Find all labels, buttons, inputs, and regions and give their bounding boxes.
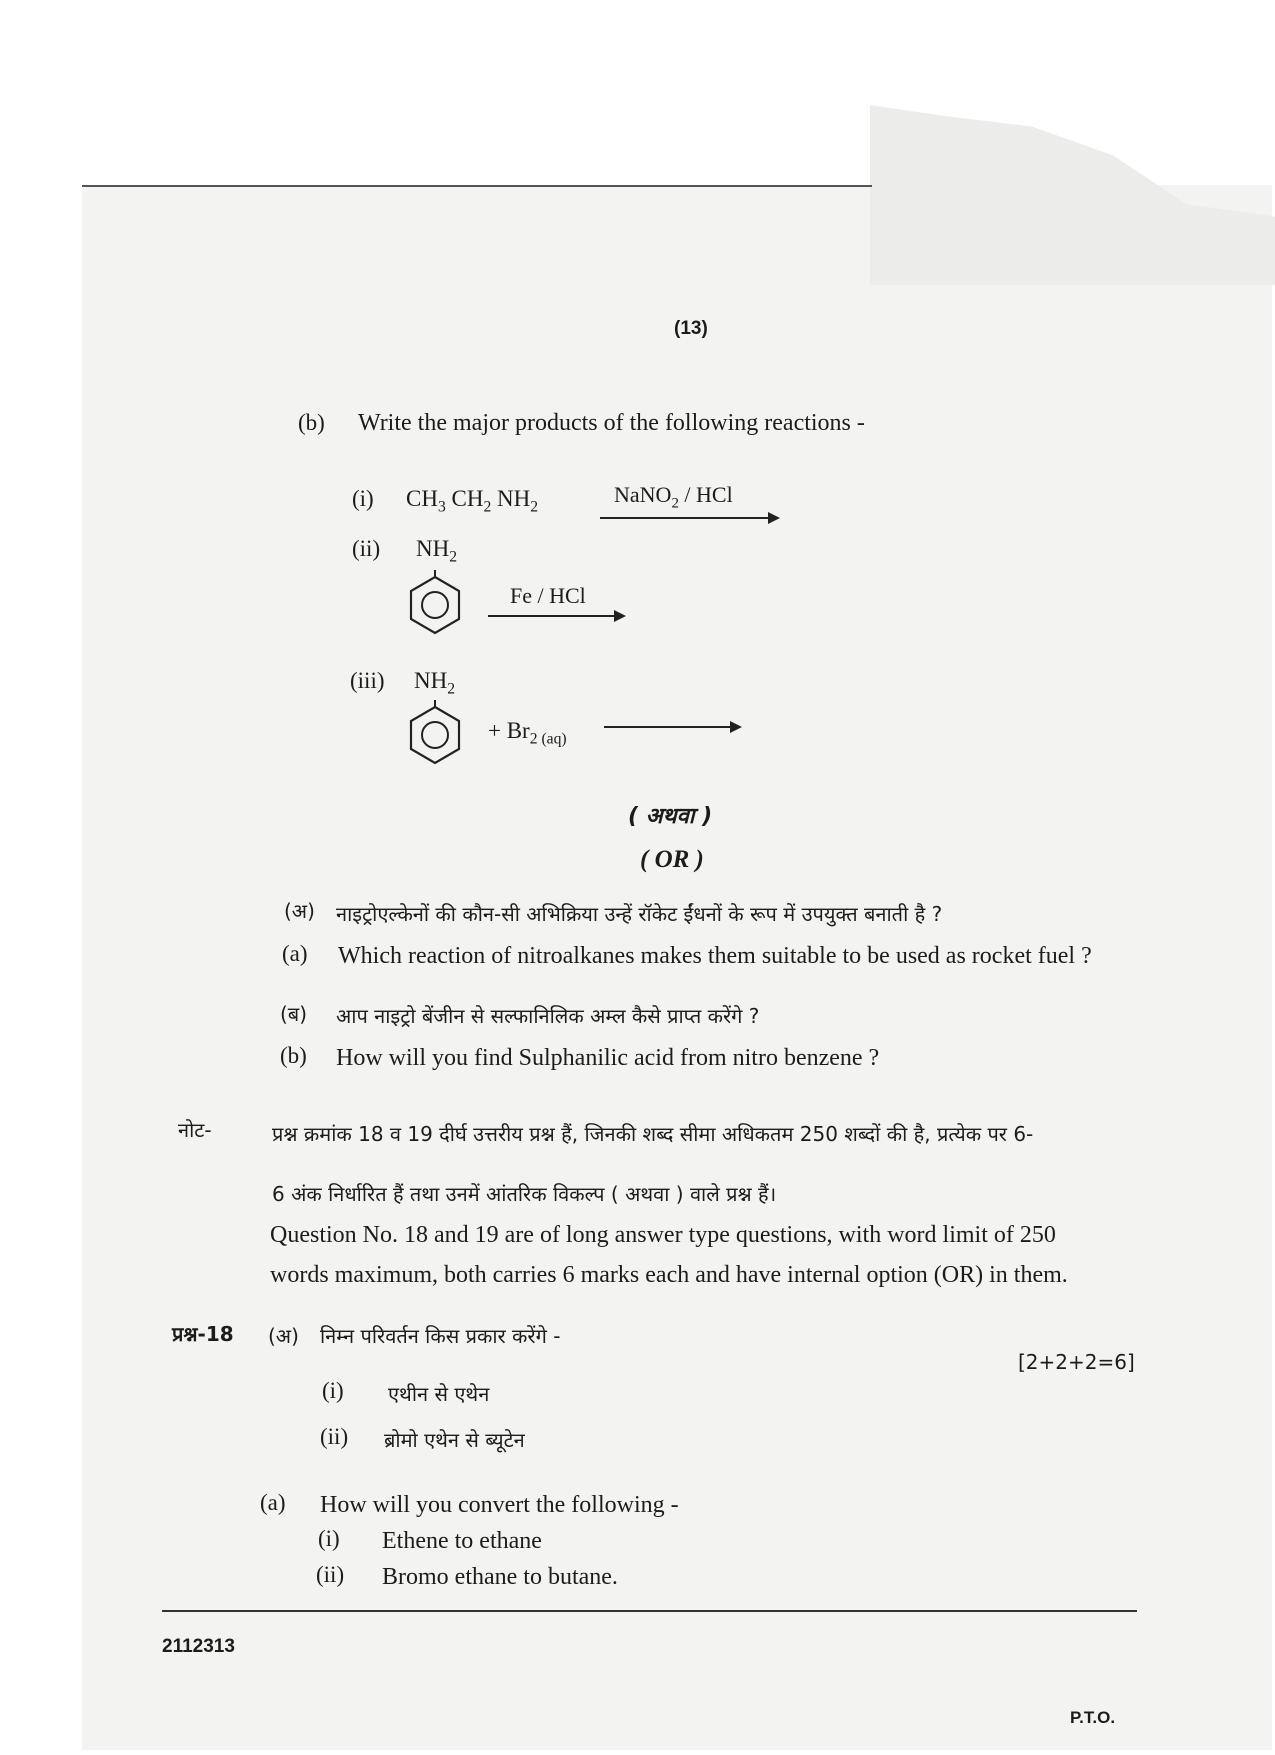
reaction-ii-reagent: Fe / HCl [510,583,586,608]
question-18-hindi-text: निम्न परिवर्तन किस प्रकार करेंगे - [320,1324,561,1348]
benzene-ring-icon [408,570,462,638]
reaction-i-number: (i) [352,486,374,511]
alt-question-hi-text: आप नाइट्रो बेंजीन से सल्फानिलिक अम्ल कैसे प्राप्त करेंगे ? [336,1004,760,1028]
part-b-instruction: Write the major products of the following reactions - [358,410,865,436]
note-english-line1: Question No. 18 and 19 are of long answer type questions, with word limit of 250 [270,1222,1056,1248]
paper-top-edge [82,185,872,187]
or-heading-hindi: ( अथवा ) [628,804,713,829]
q18-english-item-number: (i) [318,1526,340,1551]
note-hindi-line2: 6 अंक निर्धारित हैं तथा उनमें आंतरिक विकल्प ( अथवा ) वाले प्रश्न हैं। [272,1182,777,1206]
question-18-marks: [2+2+2=6] [1018,1350,1135,1374]
q18-hindi-item-text: एथीन से एथेन [388,1382,490,1406]
or-heading-english: ( OR ) [640,846,704,873]
reaction-ii-arrow [488,615,624,617]
alt-question-en-text: How will you find Sulphanilic acid from nitro benzene ? [336,1045,880,1071]
reaction-i-arrow [600,517,778,519]
note-english-line2: words maximum, both carries 6 marks each and have internal option (OR) in them. [270,1262,1068,1288]
q18-english-item-text: Ethene to ethane [382,1528,542,1554]
note-label: नोट- [178,1118,212,1142]
q18-hindi-item-text: ब्रोमो एथेन से ब्यूटेन [384,1428,525,1452]
q18-english-label: (a) [260,1490,286,1515]
alt-question-hi-label: (अ) [284,899,315,923]
q18-hindi-item-number: (i) [322,1378,344,1403]
reaction-iii-number: (iii) [350,668,385,693]
alt-question-hi-label: (ब) [280,1002,308,1026]
reaction-iii-reagent: + $Br_{2 (aq)}$ [488,718,567,748]
footer-rule [162,1610,1137,1612]
q18-hindi-item-number: (ii) [320,1424,349,1449]
page-number: (13) [674,318,708,339]
alt-question-hi-text: नाइट्रोएल्केनों की कौन-सी अभिक्रिया उन्हें रॉकेट ईंधनों के रूप में उपयुक्त बनाती है ? [336,902,943,926]
pto-label: P.T.O. [1070,1708,1116,1727]
reaction-i-reagent: NaNO$_2$ / HCl [614,482,733,512]
reaction-ii-number: (ii) [352,536,381,561]
reaction-iii-substituent: $NH_2$ [414,668,456,698]
question-18-sub-label: (अ) [268,1324,299,1348]
question-18-label: प्रश्न-18 [172,1322,234,1346]
q18-english-item-text: Bromo ethane to butane. [382,1564,618,1590]
q18-english-item-number: (ii) [316,1562,345,1587]
q18-english-text: How will you convert the following - [320,1492,679,1518]
reaction-i-reactant: $CH_3$ $CH_2$ $NH_2$ [406,486,539,516]
reaction-iii-arrow [604,726,740,728]
reaction-ii-substituent: $NH_2$ [416,536,458,566]
part-b-label: (b) [298,410,325,435]
benzene-ring-icon [408,700,462,768]
paper-code: 2112313 [162,1636,235,1657]
alt-question-en-label: (b) [280,1043,307,1068]
alt-question-en-text: Which reaction of nitroalkanes makes them suitable to be used as rocket fuel ? [338,943,1092,969]
note-hindi-line1: प्रश्न क्रमांक 18 व 19 दीर्घ उत्तरीय प्रश्न हैं, जिनकी शब्द सीमा अधिकतम 250 शब्दों की है, प्रत्येक पर 6- [272,1122,1034,1146]
alt-question-en-label: (a) [282,941,308,966]
